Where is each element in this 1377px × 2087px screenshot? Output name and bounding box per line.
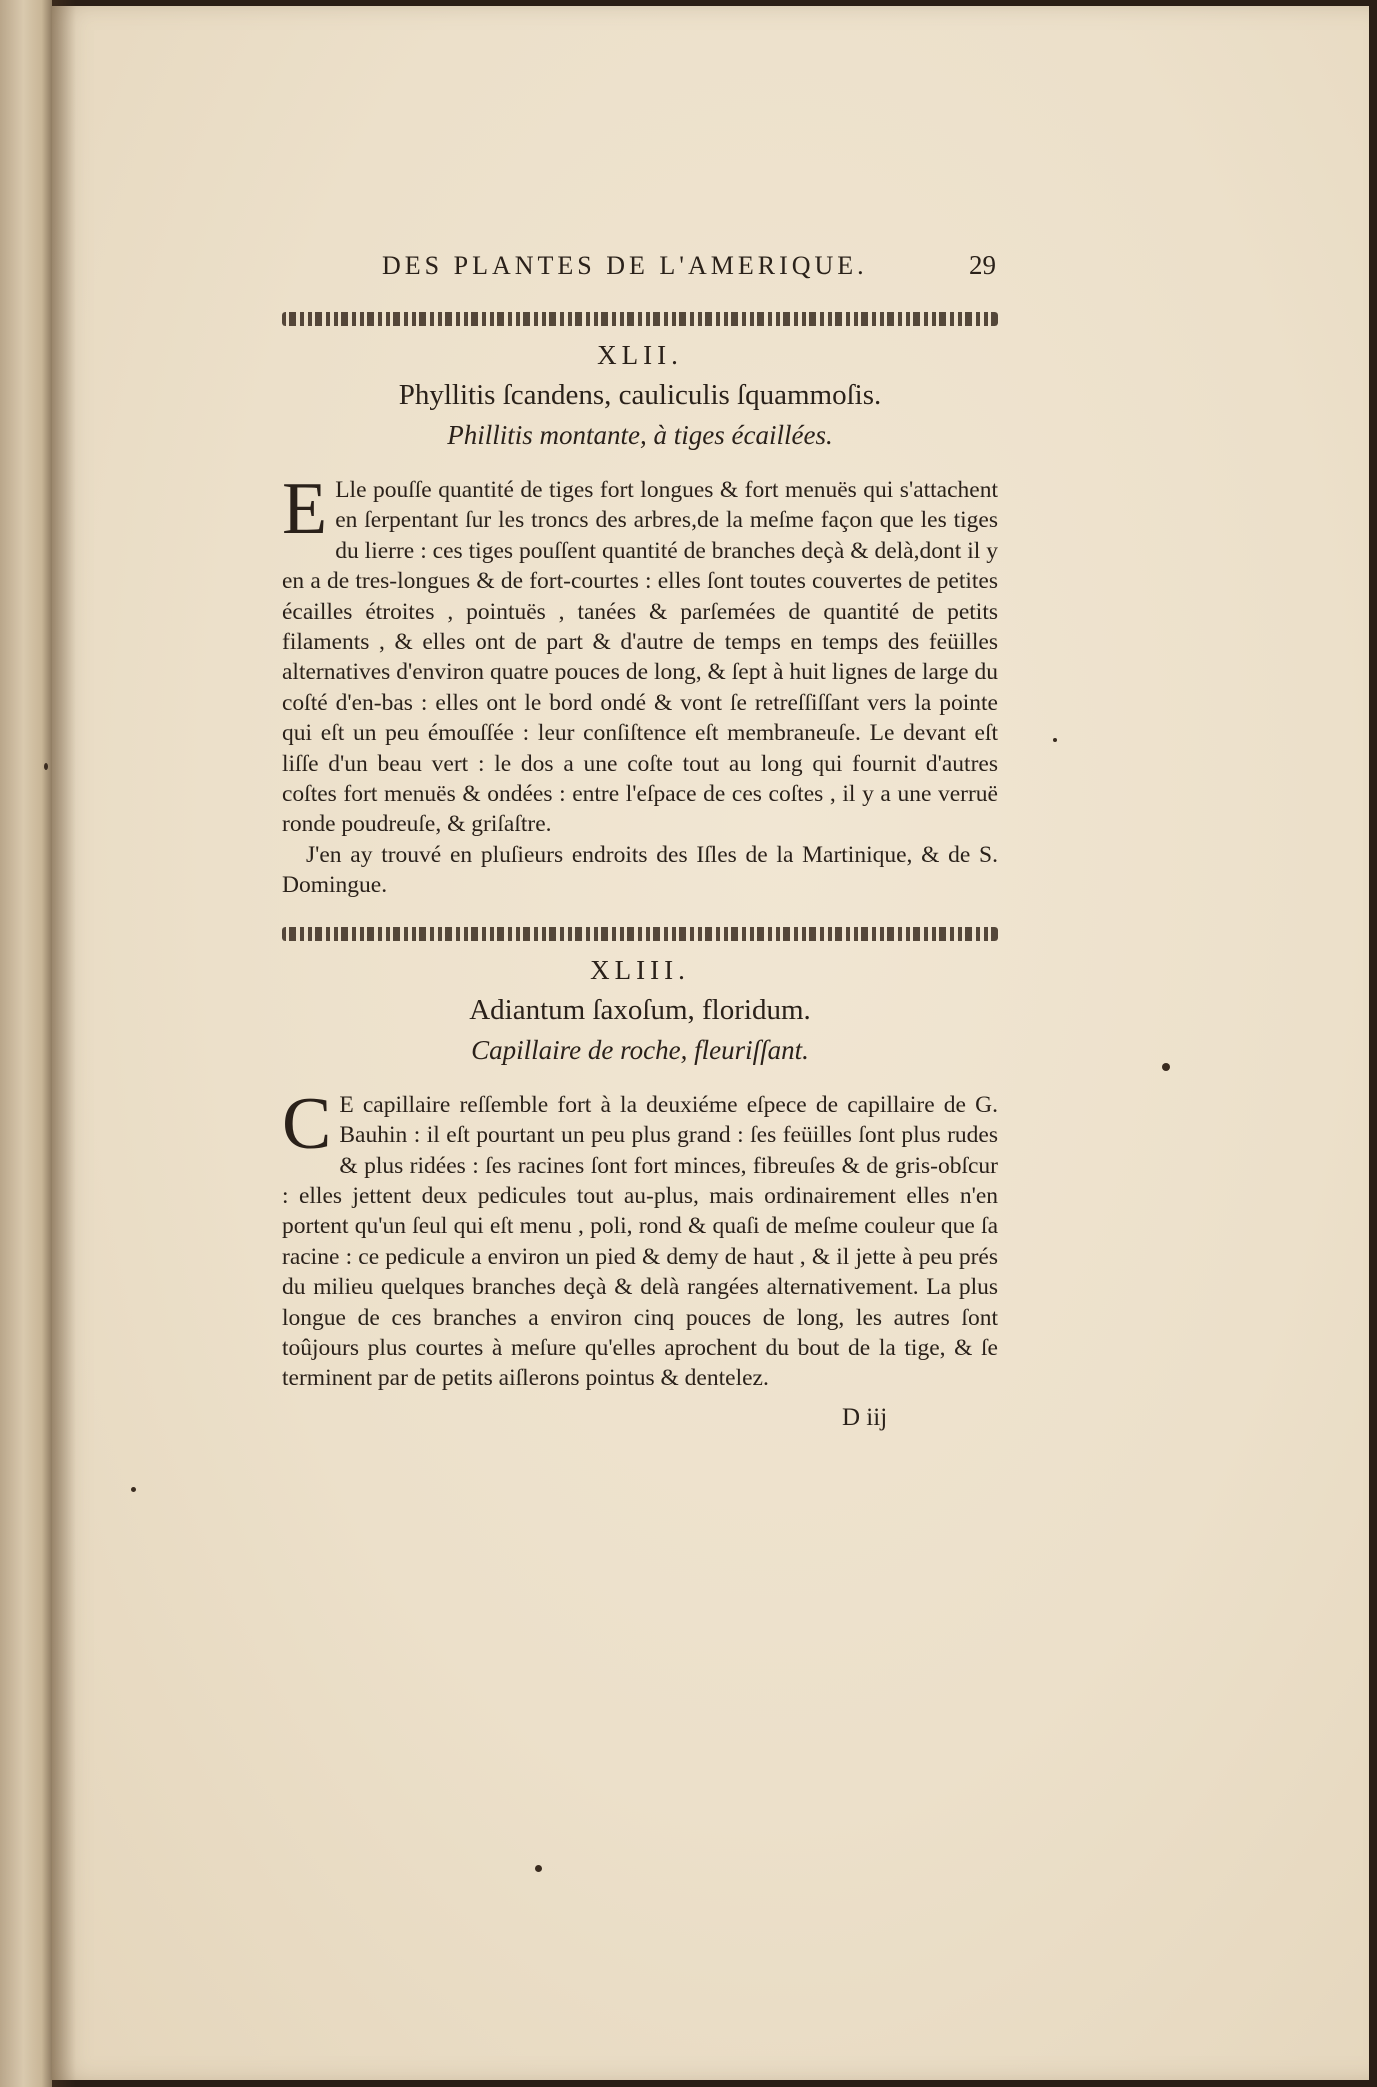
running-title: DES PLANTES DE L'AMERIQUE.: [382, 251, 868, 280]
latin-name: Adiantum ſaxoſum, floridum.: [469, 993, 811, 1026]
page-number: 29: [969, 250, 996, 280]
signature-mark: D iij: [842, 1403, 888, 1431]
entry-xlii: [282, 340, 998, 901]
gutter-shadow: [52, 0, 76, 2087]
ink-speck: [1053, 738, 1057, 742]
entry-xliii: [282, 955, 998, 1394]
description-text: E capillaire reſſemble fort à la deuxiéme eſpece de capillaire de G. Bauhin : il eſt pourtant un peu plus grand : ſes feüilles ſont plus rudes & plus ridées : ſes racines ſont fort minces, fibreuſes & de gris-obſcur : elles jettent deux pedicules tout au-plus, mais ordinairement elles n'en portent qu'un ſeul qui eſt menu , poli, rond & quaſi de meſme couleur que ſa racine : ce pedicule a environ un pied & demy de haut , & il jette à peu prés du milieu quelques branches deçà & delà rangées alternativement. La plus longue de ces branches a environ cinq pouces de long, les autres ſont toûjours plus courtes à meſure qu'elles aprochent du bout de la tige, & ſe terminent par de petits aiſlerons pointus & dentelez.: [282, 1091, 998, 1392]
ink-speck: [131, 1487, 136, 1492]
ornamental-rule: [282, 312, 998, 326]
page-text-block: [282, 250, 998, 1432]
entry-number: XLIII.: [590, 954, 690, 985]
ink-speck: [1162, 1063, 1170, 1071]
latin-name: Phyllitis ſcandens, cauliculis ſquammoſis.: [398, 379, 882, 411]
drop-cap: C: [282, 1082, 332, 1165]
entry-number: XLII.: [597, 340, 683, 370]
ornamental-rule: [282, 927, 998, 941]
ink-speck: [535, 1865, 542, 1872]
entry-description: [282, 468, 998, 840]
french-name: Phillitis montante, à tiges écaillées.: [447, 420, 833, 450]
facing-page-edge: [0, 0, 52, 2087]
description-text: Lle pouſſe quantité de tiges fort longues & fort menuës qui s'attachent en ſerpentant ſur les troncs des arbres,de la meſme façon que les tiges du lierre : ces tiges pouſſent quantité de branches deçà & delà,dont il y en a de tres-longues & de fort-courtes : elles ſont toutes couvertes de petites écailles étroites , pointuës , tanées & parſemées de quantité de petits filaments , & elles ont de part & d'autre de temps en temps des feüilles alternatives d'environ quatre pouces de long, & ſept à huit lignes de large du coſté d'en-bas : elles ont le bord ondé & vont ſe retreſſiſſant vers la pointe qui eſt un peu émouſſée : leur conſiſtence eſt membraneuſe. Le devant eſt liſſe d'un beau vert : le dos a une coſte tout au long qui fournit d'autres coſtes fort menuës & ondées : entre l'eſpace de ces coſtes , il y a une verruë ronde poudreuſe, & griſaſtre.: [282, 477, 998, 838]
entry-description: [282, 1082, 998, 1394]
drop-cap: E: [282, 468, 328, 550]
locality-note: J'en ay trouvé en pluſieurs endroits des Iſles de la Martinique, & de S. Domingue.: [282, 841, 998, 899]
ink-speck: [44, 763, 48, 770]
running-head: [282, 250, 998, 294]
french-name: Capillaire de roche, fleuriſſant.: [471, 1034, 809, 1065]
